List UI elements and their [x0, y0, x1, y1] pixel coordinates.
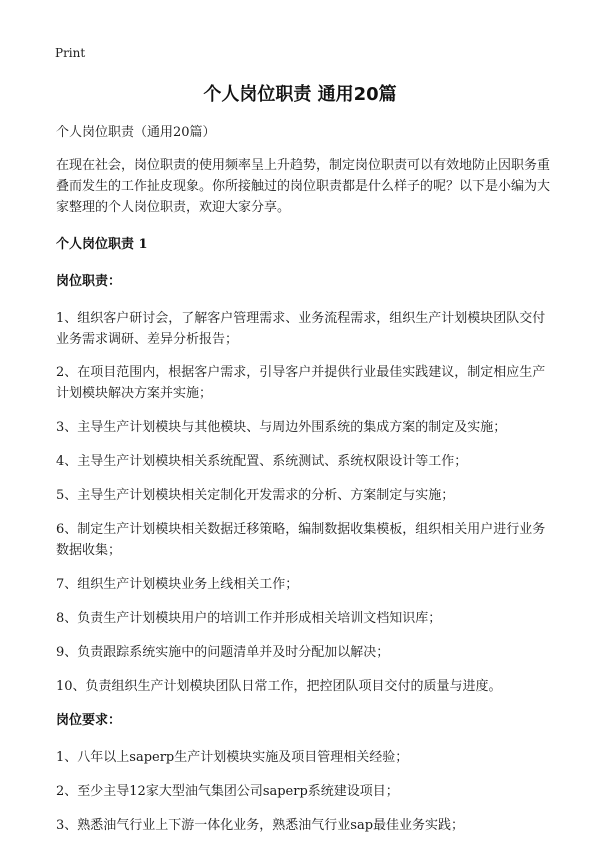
document-subtitle: 个人岗位职责（通用20篇） [56, 125, 216, 140]
duty-item: 5、主导生产计划模块相关定制化开发需求的分析、方案制定与实施； [56, 488, 455, 503]
duty-item: 7、组织生产计划模块业务上线相关工作； [56, 577, 299, 592]
duty-item: 3、主导生产计划模块与其他模块、与周边外围系统的集成方案的制定及实施； [56, 420, 507, 435]
requirement-item: 2、至少主导12家大型油气集团公司saperp系统建设项目； [56, 784, 399, 799]
requirement-item: 1、八年以上saperp生产计划模块实施及项目管理相关经验； [56, 750, 409, 765]
duty-item: 2、在项目范围内，根据客户需求，引导客户并提供行业最佳实践建议，制定相应生产计划模块解决方案并实施； [56, 365, 546, 401]
page-title: 个人岗位职责 通用20篇 [203, 84, 397, 105]
section-heading: 个人岗位职责 1 [56, 237, 148, 252]
duties-list [56, 308, 556, 697]
duty-item: 1、组织客户研讨会，了解客户管理需求、业务流程需求，组织生产计划模块团队交付业务需求调研、差异分析报告； [56, 311, 546, 347]
requirements-heading: 岗位要求： [56, 713, 122, 728]
document-body [56, 122, 556, 849]
duty-item: 6、制定生产计划模块相关数据迁移策略，编制数据收集模板，组织相关用户进行业务数据收集； [56, 522, 546, 558]
requirement-item: 3、熟悉油气行业上下游一体化业务，熟悉油气行业sap最佳业务实践； [56, 818, 465, 833]
duty-item: 9、负责跟踪系统实施中的问题清单并及时分配加以解决； [56, 645, 390, 660]
duty-item: 8、负责生产计划模块用户的培训工作并形成相关培训文档知识库； [56, 611, 442, 626]
requirements-list [56, 747, 556, 836]
duties-heading: 岗位职责： [56, 274, 122, 289]
print-link[interactable]: Print [55, 46, 86, 60]
duty-item: 4、主导生产计划模块相关系统配置、系统测试、系统权限设计等工作； [56, 454, 468, 469]
duty-item: 10、负责组织生产计划模块团队日常工作，把控团队项目交付的质量与进度。 [56, 679, 502, 694]
intro-paragraph: 在现在社会，岗位职责的使用频率呈上升趋势，制定岗位职责可以有效地防止因职务重叠而发生的工作扯皮现象。你所接触过的岗位职责都是什么样子的呢？以下是小编为大家整理的个人岗位职责，欢迎大家分享。 [56, 158, 551, 215]
